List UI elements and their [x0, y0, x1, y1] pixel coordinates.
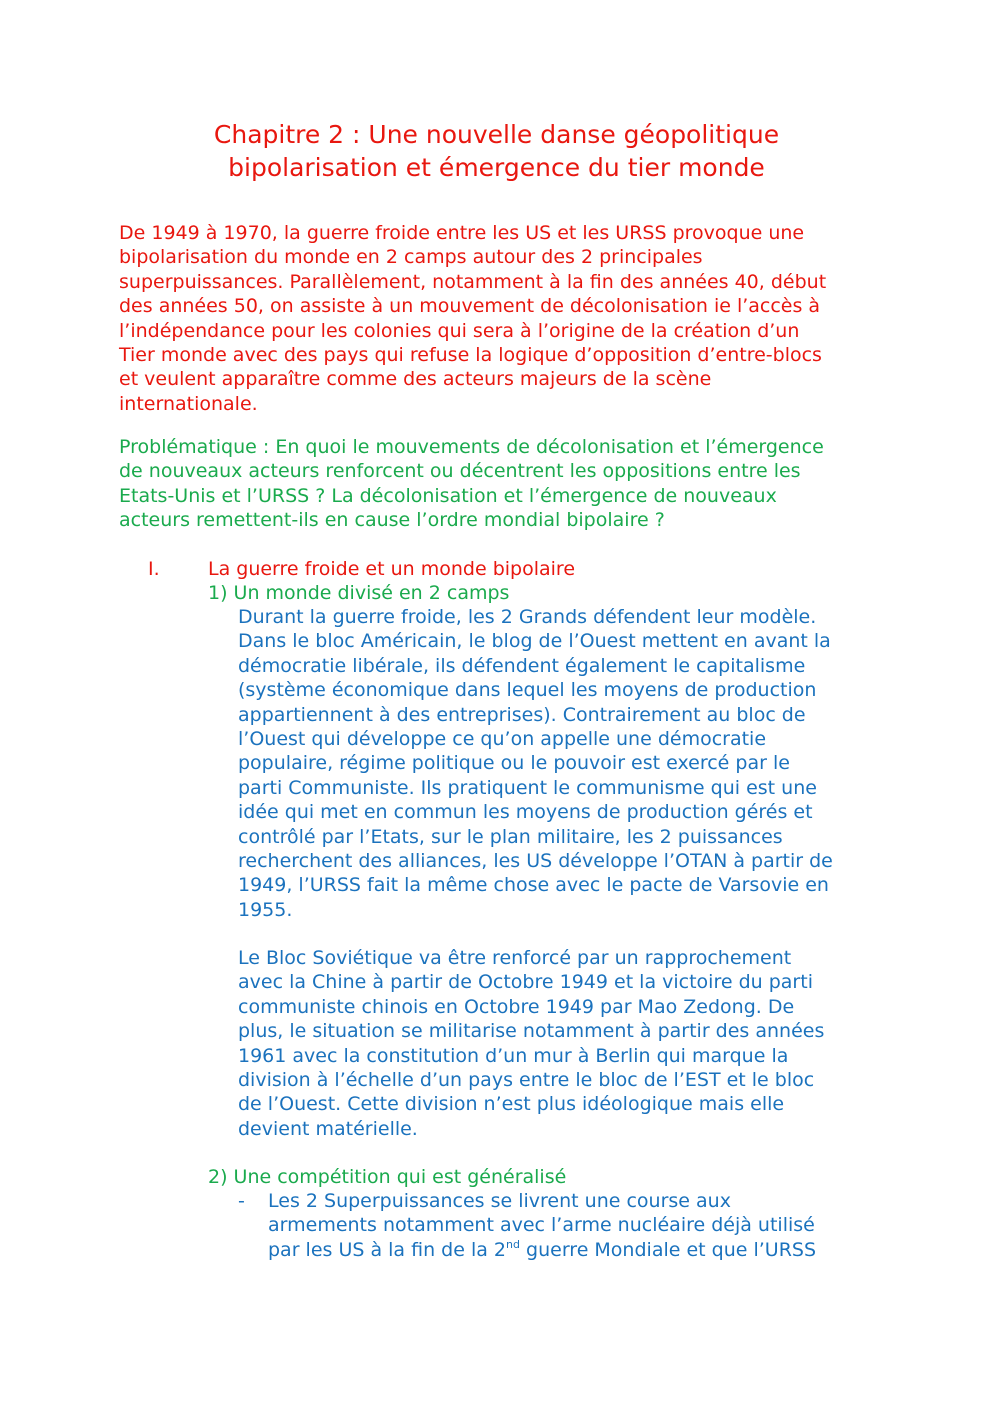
subsection-heading-2: 2) Une compétition qui est généralisé: [208, 1166, 567, 1188]
body-line: appartiennent à des entreprises). Contrairement au bloc de: [238, 703, 806, 726]
intro-paragraph: [119, 221, 879, 416]
intro-line: des années 50, on assiste à un mouvement de décolonisation ie l’accès à: [119, 295, 821, 318]
problematique-paragraph: [119, 435, 879, 533]
subsection-1-paragraph-1: [238, 605, 878, 922]
bullet-line: Les 2 Superpuissances se livrent une course aux: [268, 1190, 731, 1212]
body-line: 1949, l’URSS fait la même chose avec le pacte de Varsovie en: [238, 874, 829, 897]
intro-line: l’indépendance pour les colonies qui sera à l’origine de la création d’un: [119, 319, 800, 342]
body-line: plus, le situation se militarise notamment à partir des années: [238, 1020, 825, 1043]
ordinal-superscript: nd: [506, 1237, 520, 1251]
intro-line: superpuissances. Parallèlement, notamment à la fin des années 40, début: [119, 270, 827, 293]
chapter-title-line-2: bipolarisation et émergence du tier monde: [228, 153, 765, 182]
subsection-1-paragraph-2: [238, 946, 878, 1141]
problematique-line: acteurs remettent-ils en cause l’ordre mondial bipolaire ?: [119, 509, 665, 532]
chapter-title: [100, 118, 893, 184]
body-line: Dans le bloc Américain, le blog de l’Ouest mettent en avant la: [238, 630, 831, 653]
subsection-heading-1: 1) Un monde divisé en 2 camps: [208, 582, 510, 604]
chapter-title-line-1: Chapitre 2 : Une nouvelle danse géopolitique: [213, 120, 780, 149]
section-number: I.: [148, 558, 160, 580]
intro-line: Tier monde avec des pays qui refuse la logique d’opposition d’entre-blocs: [119, 344, 822, 367]
body-line: contrôlé par l’Etats, sur le plan militaire, les 2 puissances: [238, 825, 783, 848]
bullet-line-end: guerre Mondiale et que l’URSS: [519, 1238, 817, 1261]
body-line: de l’Ouest. Cette division n’est plus idéologique mais elle: [238, 1093, 785, 1116]
bullet-line: armements notamment avec l’arme nucléaire déjà utilisé: [268, 1214, 815, 1237]
body-line: division à l’échelle d’un pays entre le bloc de l’EST et le bloc: [238, 1069, 815, 1092]
intro-line: et veulent apparaître comme des acteurs majeurs de la scène: [119, 368, 712, 391]
body-line: communiste chinois en Octobre 1949 par Mao Zedong. De: [238, 995, 795, 1018]
problematique-line: Etats-Unis et l’URSS ? La décolonisation et l’émergence de nouveaux: [119, 484, 777, 507]
body-line: démocratie libérale, ils défendent également le capitalisme: [238, 654, 806, 677]
intro-line: De 1949 à 1970, la guerre froide entre les US et les URSS provoque une: [119, 222, 805, 244]
body-line: parti Communiste. Ils pratiquent le communisme qui est une: [238, 776, 817, 799]
section-title: La guerre froide et un monde bipolaire: [208, 558, 576, 580]
bullet-line-start: par les US à la fin de la 2: [268, 1238, 507, 1261]
intro-line: internationale.: [119, 392, 258, 415]
bullet-dash: -: [238, 1190, 245, 1212]
body-line: Le Bloc Soviétique va être renforcé par un rapprochement: [238, 947, 792, 969]
body-line: l’Ouest qui développe ce qu’on appelle une démocratie: [238, 728, 767, 751]
body-line: 1961 avec la constitution d’un mur à Berlin qui marque la: [238, 1044, 789, 1067]
body-line: populaire, régime politique ou le pouvoir est exercé par le: [238, 752, 790, 775]
problematique-line: Problématique : En quoi le mouvements de décolonisation et l’émergence: [119, 436, 824, 458]
bullet-line: [268, 1238, 888, 1262]
body-line: Durant la guerre froide, les 2 Grands défendent leur modèle.: [238, 606, 817, 628]
bullet-item: [268, 1189, 888, 1262]
body-line: (système économique dans lequel les moyens de production: [238, 679, 817, 702]
intro-line: bipolarisation du monde en 2 camps autour des 2 principales: [119, 246, 703, 269]
problematique-line: de nouveaux acteurs renforcent ou décentrent les oppositions entre les: [119, 460, 801, 483]
body-line: devient matérielle.: [238, 1117, 418, 1140]
body-line: idée qui met en commun les moyens de production gérés et: [238, 801, 813, 824]
body-line: avec la Chine à partir de Octobre 1949 et la victoire du parti: [238, 971, 813, 994]
body-line: recherchent des alliances, les US développe l’OTAN à partir de: [238, 850, 833, 873]
body-line: 1955.: [238, 898, 293, 921]
